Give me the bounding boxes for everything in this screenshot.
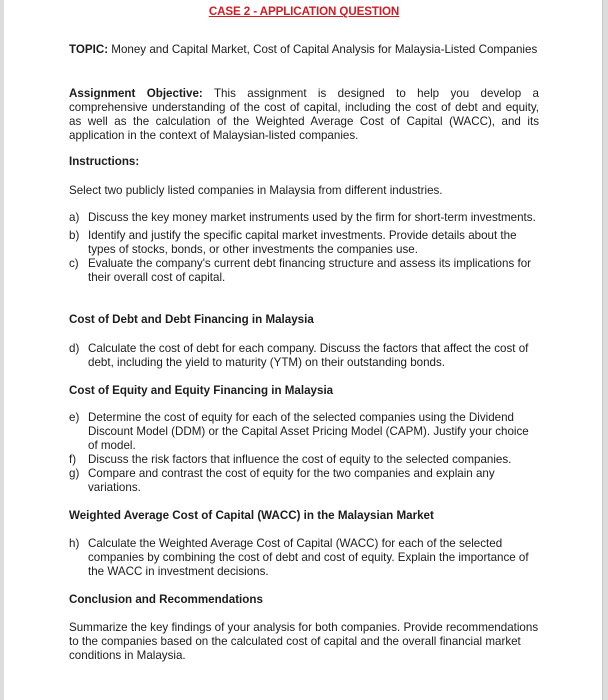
instruction-list-debt [69,342,539,370]
list-marker: d) [69,342,80,355]
list-item-text: Discuss the key money market instruments used by the firm for short-term investments. [88,211,536,224]
instructions-intro: Select two publicly listed companies in Malaysia from different industries. [69,184,443,197]
list-item-text: Calculate the cost of debt for each company. Discuss the factors that affect the cost of debt, including the yield to maturity (YTM) on their outstanding bonds. [88,342,529,369]
list-item-a [69,211,539,225]
list-item-text: Evaluate the company's current debt financing structure and assess its implications for their overall cost of capital. [88,257,531,284]
instruction-list-abc [69,211,539,285]
list-item-text: Identify and justify the specific capital market investments. Provide details about the types of stocks, bonds, or other investments the companies use. [88,229,517,256]
list-marker: g) [69,467,80,480]
list-item-b [69,229,539,257]
list-item-e [69,411,539,453]
list-marker: h) [69,537,80,550]
list-item-h [69,537,539,579]
list-item-g [69,467,539,495]
topic-paragraph [69,43,539,57]
instruction-list-wacc [69,537,539,579]
page-edge-left [0,0,4,700]
instructions-heading: Instructions: [69,155,140,168]
list-marker: b) [69,229,80,242]
list-marker: c) [69,257,79,270]
list-marker: e) [69,411,80,424]
list-item-f [69,453,539,467]
list-item-text: Discuss the risk factors that influence the cost of equity to the selected companies. [88,453,512,466]
topic-text: Money and Capital Market, Cost of Capital Analysis for Malaysia-Listed Companies [108,43,538,56]
document-title: CASE 2 - APPLICATION QUESTION [208,5,400,18]
objective-label: Assignment Objective: [69,87,203,100]
list-item-d [69,342,539,370]
section-heading-debt: Cost of Debt and Debt Financing in Malaysia [69,313,314,326]
list-item-c [69,257,539,285]
section-heading-wacc: Weighted Average Cost of Capital (WACC) in the Malaysian Market [69,509,434,522]
list-item-text: Compare and contrast the cost of equity for the two companies and explain any variations. [88,467,495,494]
conclusion-paragraph: Summarize the key findings of your analysis for both companies. Provide recommendations to the companies based on the calculated cost of capital and the overall financial market conditions in Malaysia. [69,621,539,662]
section-heading-equity: Cost of Equity and Equity Financing in Malaysia [69,384,334,397]
page-edge-right [602,0,608,700]
objective-paragraph [69,87,539,143]
list-marker: f) [69,453,77,466]
list-marker: a) [69,211,80,224]
topic-label: TOPIC: [69,43,109,56]
instruction-list-equity [69,411,539,495]
objective-text: This assignment is designed to help you develop a comprehensive understanding of the cost of capital, including the cost of debt and equity, as well as the calculation of the Weighted Average Cost of Capital (WACC), and its application in the context of Malaysian-listed companies. [69,87,539,142]
list-item-text: Calculate the Weighted Average Cost of Capital (WACC) for each of the selected companies by combining the cost of debt and cost of equity. Explain the importance of the WACC in investment decisions. [88,537,529,578]
list-item-text: Determine the cost of equity for each of the selected companies using the Dividend Discount Model (DDM) or the Capital Asset Pricing Model (CAPM). Justify your choice of model. [88,411,529,452]
section-heading-conclusion: Conclusion and Recommendations [69,593,263,606]
